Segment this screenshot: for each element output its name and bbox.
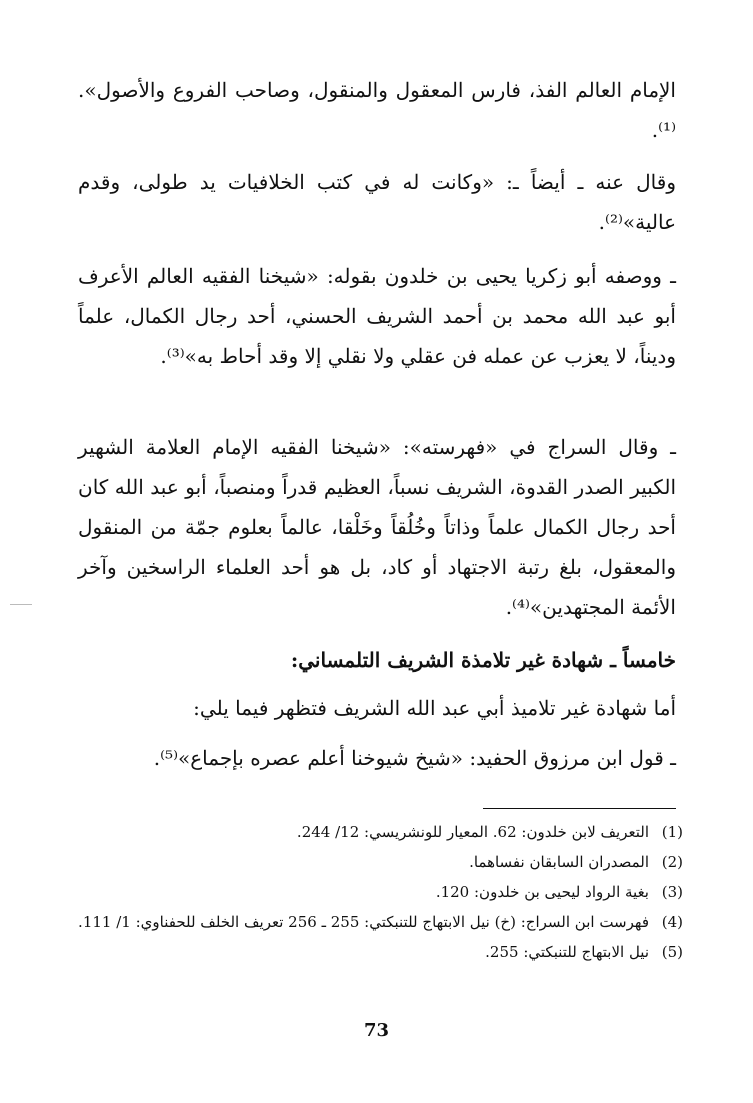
footnote-text: فهرست ابن السراج: (خ) نيل الابتهاج للتنبكتي: 255 ـ 256 تعريف الخلف للحفناوي: 1/ 111. [78,913,649,931]
paragraph-2: وقال عنه ـ أيضاً ـ: «وكانت له في كتب الخلافيات يد طولى، وقدم عالية»⁽²⁾. [78,170,676,234]
footnote-item [78,848,683,876]
page-number: 73 [363,1020,390,1041]
footnote-divider [483,808,676,809]
footnote-text: التعريف لابن خلدون: 62. المعيار للونشريسي: 12/ 244. [296,823,649,841]
paragraph-4: ـ وقال السراج في «فهرسته»: «شيخنا الفقيه الإمام العلامة الشهير الكبير الصدر القدوة، الشريف نسباً، العظيم قدراً ومنصباً، أبو عبد الله كان أحد رجال الكمال علماً وذاتاً وخُلُقاً وخَلْقا، عالماً بعلوم جمّة من المنقول والمعقول، بلغ رتبة الاجتهاد أو كاد، بل هو أحد العلماء الراسخين وآخر الأئمة المجتهدين»⁽⁴⁾. [78,435,676,619]
margin-mark [10,604,32,605]
footnote-text: بغية الرواد ليحيى بن خلدون: 120. [435,883,649,901]
footnote-item [78,908,683,936]
footnote-number: (3) [661,883,683,901]
footnotes-section [78,818,683,968]
paragraph-5: أما شهادة غير تلاميذ أبي عبد الله الشريف فتظهر فيما يلي: [193,696,676,720]
footnote-number: (1) [661,823,683,841]
footnote-number: (5) [661,943,683,961]
section-heading: خامساً ـ شهادة غير تلامذة الشريف التلمساني: [290,648,676,672]
footnote-text: نيل الابتهاج للتنبكتي: 255. [485,943,649,961]
footnote-text: المصدران السابقان نفساهما. [469,853,649,871]
footnote-item [78,878,683,906]
paragraph-1: الإمام العالم الفذ، فارس المعقول والمنقول، وصاحب الفروع والأصول». ⁽¹⁾. [78,78,676,142]
footnote-item [78,818,683,846]
paragraph-6: ـ قول ابن مرزوق الحفيد: «شيخ شيوخنا أعلم عصره بإجماع»⁽⁵⁾. [153,746,676,770]
footnote-number: (4) [661,913,683,931]
footnote-item [78,938,683,966]
paragraph-3: ـ ووصفه أبو زكريا يحيى بن خلدون بقوله: «شيخنا الفقيه العالم الأعرف أبو عبد الله محمد بن أحمد الشريف الحسني، أحد رجال الكمال، علماً وديناً، لا يعزب عن عمله فن عقلي ولا نقلي إلا وقد أحاط به»⁽³⁾. [78,264,676,368]
footnote-number: (2) [661,853,683,871]
